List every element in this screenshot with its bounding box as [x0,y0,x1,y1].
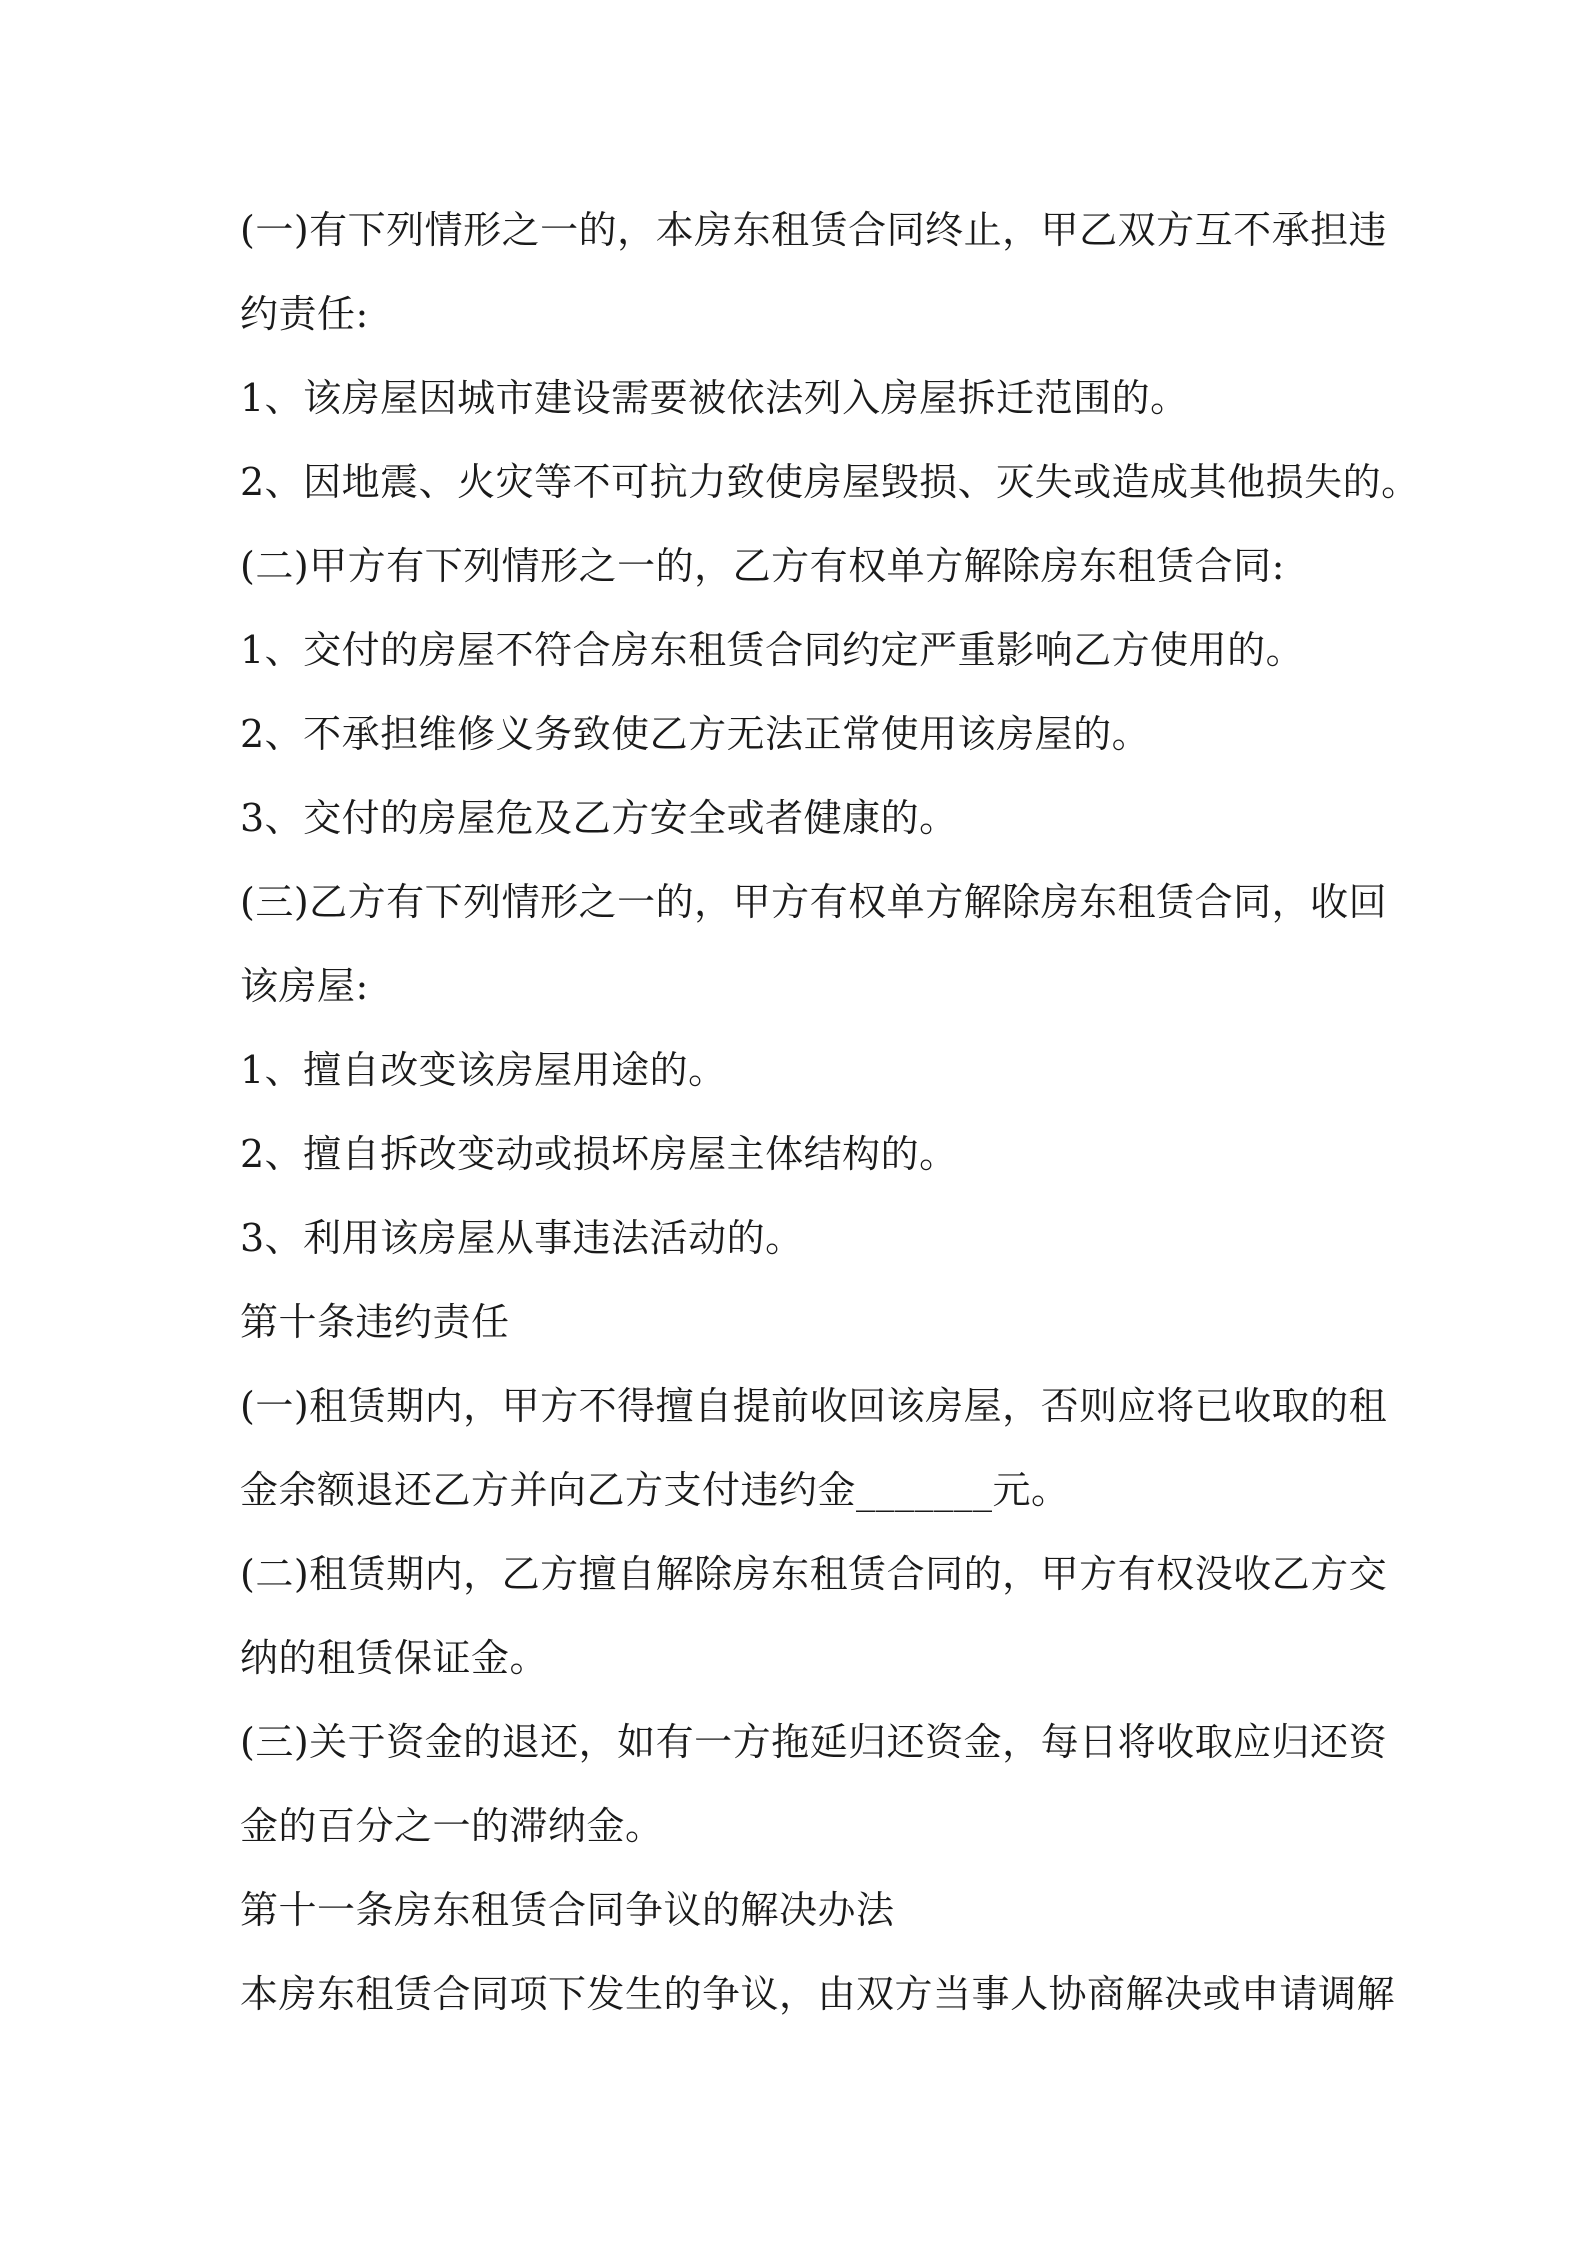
text-line: 1、擅自改变该房屋用途的。 [240,1048,727,1092]
text-line: 约责任: [240,292,369,336]
text-line: 2、不承担维修义务致使乙方无法正常使用该房屋的。 [240,712,1151,756]
text-line: 3、交付的房屋危及乙方安全或者健康的。 [240,796,958,840]
text-line: 本房东租赁合同项下发生的争议，由双方当事人协商解决或申请调解 [240,1972,1396,2016]
text-line: (二)甲方有下列情形之一的，乙方有权单方解除房东租赁合同: [240,544,1285,588]
text-line: 纳的租赁保证金。 [240,1636,549,1680]
text-line: 金的百分之一的滞纳金。 [240,1804,664,1848]
text-line: (三)关于资金的退还，如有一方拖延归还资金，每日将收取应归还资 [240,1720,1388,1764]
text-line: 1、该房屋因城市建设需要被依法列入房屋拆迁范围的。 [240,376,1189,420]
text-line: (三)乙方有下列情形之一的，甲方有权单方解除房东租赁合同，收回 [240,880,1388,924]
text-line: 金余额退还乙方并向乙方支付违约金_______元。 [240,1468,1070,1512]
section-heading: 第十条违约责任 [240,1300,510,1344]
section-heading: 第十一条房东租赁合同争议的解决办法 [240,1888,895,1932]
text-line: 1、交付的房屋不符合房东租赁合同约定严重影响乙方使用的。 [240,628,1305,672]
text-line: 2、因地震、火灾等不可抗力致使房屋毁损、灭失或造成其他损失的。 [240,460,1420,504]
text-line: (一)有下列情形之一的，本房东租赁合同终止，甲乙双方互不承担违 [240,208,1388,252]
text-line: 该房屋: [240,964,369,1008]
text-line: (一)租赁期内，甲方不得擅自提前收回该房屋，否则应将已收取的租 [240,1384,1388,1428]
text-line: (二)租赁期内，乙方擅自解除房东租赁合同的，甲方有权没收乙方交 [240,1552,1388,1596]
text-line: 3、利用该房屋从事违法活动的。 [240,1216,804,1260]
text-line: 2、擅自拆改变动或损坏房屋主体结构的。 [240,1132,958,1176]
